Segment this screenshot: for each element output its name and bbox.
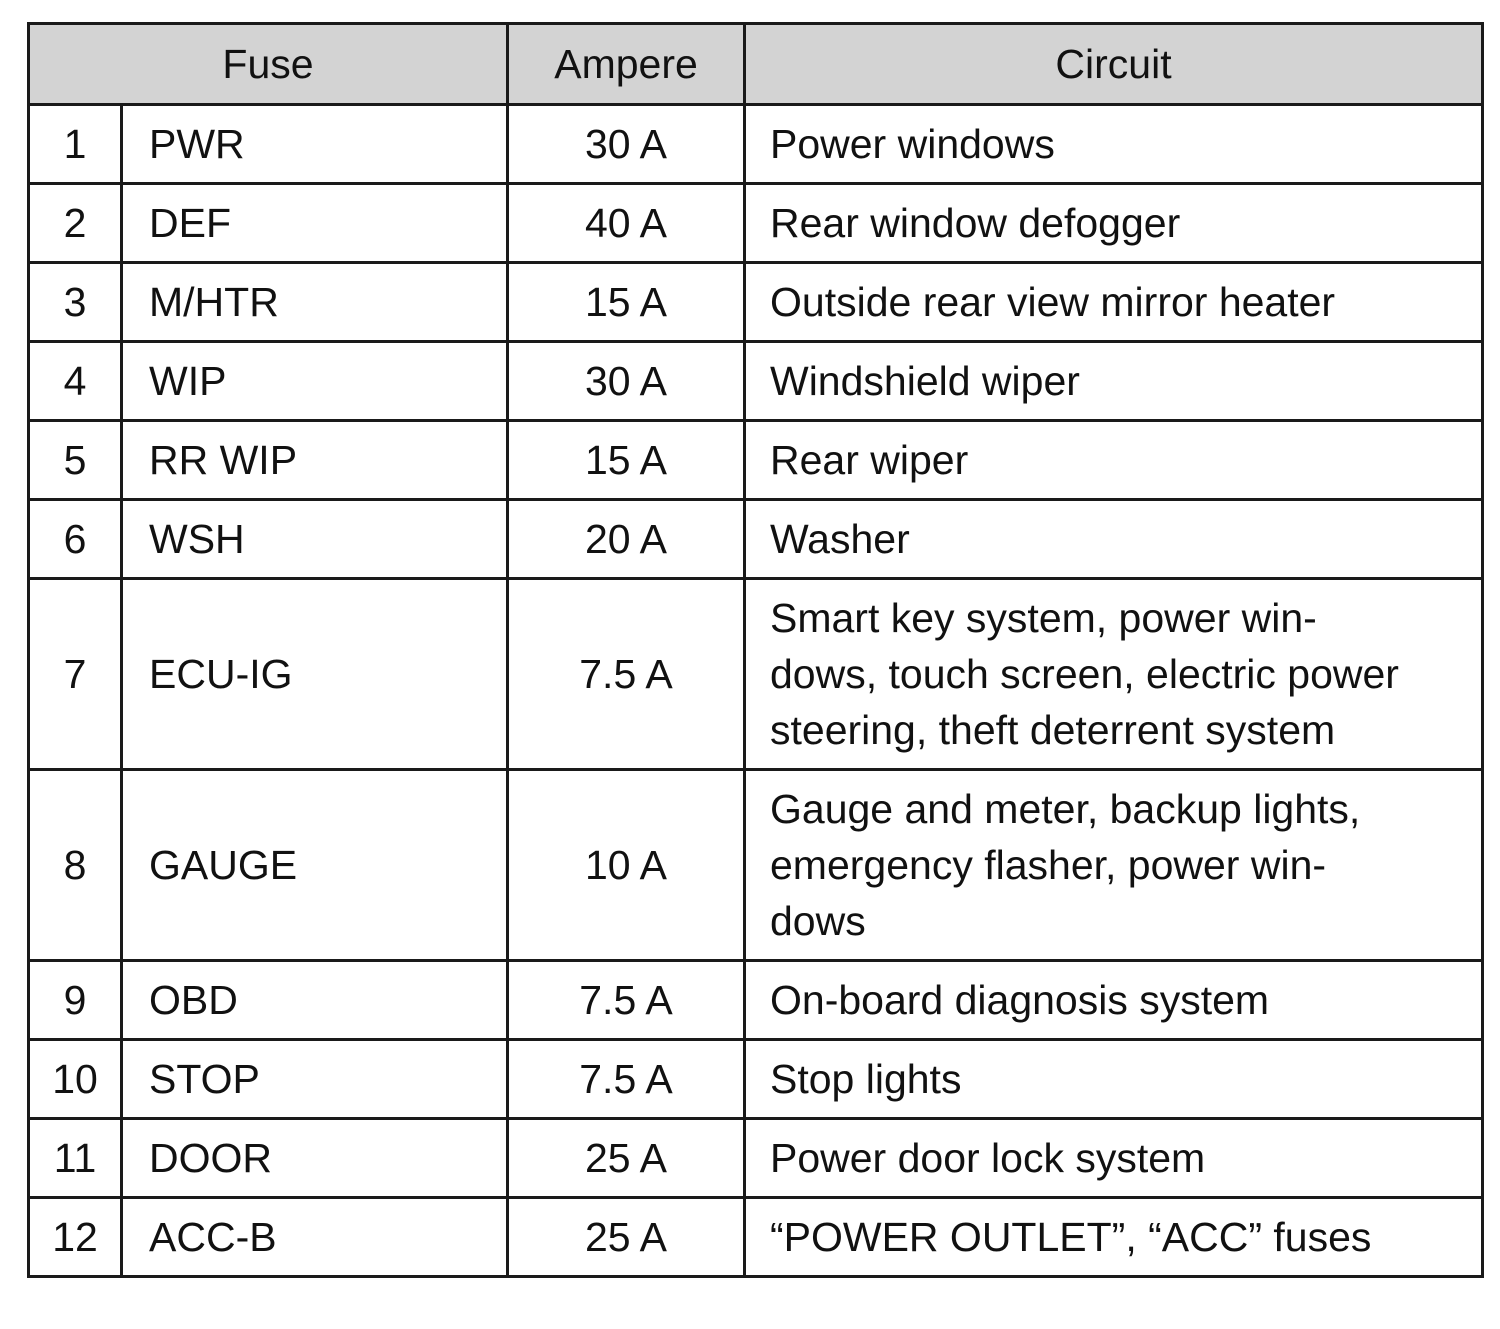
circuit-line: dows — [770, 898, 866, 944]
fuse-ampere: 15 A — [508, 263, 745, 342]
circuit-line: steering, theft deterrent system — [770, 707, 1336, 753]
fuse-name: DOOR — [122, 1119, 508, 1198]
fuse-name: DEF — [122, 184, 508, 263]
fuse-ampere: 30 A — [508, 105, 745, 184]
fuse-name: OBD — [122, 961, 508, 1040]
fuse-number: 10 — [29, 1040, 122, 1119]
table-row — [29, 184, 1483, 263]
fuse-ampere: 25 A — [508, 1119, 745, 1198]
header-fuse: Fuse — [29, 24, 508, 105]
table-row — [29, 961, 1483, 1040]
fuse-ampere: 7.5 A — [508, 1040, 745, 1119]
table-body — [29, 105, 1483, 1277]
fuse-ampere: 40 A — [508, 184, 745, 263]
fuse-name: RR WIP — [122, 421, 508, 500]
fuse-circuit: Outside rear view mirror heater — [745, 263, 1483, 342]
fuse-circuit: Power windows — [745, 105, 1483, 184]
fuse-name: ECU-IG — [122, 579, 508, 770]
fuse-circuit: On-board diagnosis system — [745, 961, 1483, 1040]
header-ampere: Ampere — [508, 24, 745, 105]
fuse-circuit — [745, 770, 1483, 961]
fuse-ampere: 20 A — [508, 500, 745, 579]
fuse-name: GAUGE — [122, 770, 508, 961]
table-row — [29, 263, 1483, 342]
circuit-line: Smart key system, power win- — [770, 595, 1317, 641]
fuse-number: 9 — [29, 961, 122, 1040]
circuit-line: Gauge and meter, backup lights, — [770, 786, 1361, 832]
table-row — [29, 579, 1483, 770]
fuse-circuit — [745, 579, 1483, 770]
fuse-name: PWR — [122, 105, 508, 184]
table-row — [29, 105, 1483, 184]
fuse-ampere: 7.5 A — [508, 579, 745, 770]
circuit-line: emergency flasher, power win- — [770, 842, 1327, 888]
fuse-ampere: 30 A — [508, 342, 745, 421]
fuse-ampere: 10 A — [508, 770, 745, 961]
header-row — [29, 24, 1483, 105]
table-row — [29, 770, 1483, 961]
fuse-ampere: 15 A — [508, 421, 745, 500]
table-row — [29, 1119, 1483, 1198]
fuse-number: 3 — [29, 263, 122, 342]
fuse-circuit: Washer — [745, 500, 1483, 579]
fuse-circuit: Windshield wiper — [745, 342, 1483, 421]
fuse-ampere: 7.5 A — [508, 961, 745, 1040]
fuse-name: STOP — [122, 1040, 508, 1119]
fuse-circuit: Rear window defogger — [745, 184, 1483, 263]
fuse-ampere: 25 A — [508, 1198, 745, 1277]
fuse-number: 6 — [29, 500, 122, 579]
fuse-name: WIP — [122, 342, 508, 421]
fuse-name: ACC-B — [122, 1198, 508, 1277]
fuse-number: 8 — [29, 770, 122, 961]
table-row — [29, 421, 1483, 500]
fuse-name: M/HTR — [122, 263, 508, 342]
fuse-number: 1 — [29, 105, 122, 184]
fuse-name: WSH — [122, 500, 508, 579]
table-row — [29, 1198, 1483, 1277]
table-row — [29, 1040, 1483, 1119]
fuse-circuit: Power door lock system — [745, 1119, 1483, 1198]
fuse-circuit: “POWER OUTLET”, “ACC” fuses — [745, 1198, 1483, 1277]
table-row — [29, 500, 1483, 579]
fuse-number: 7 — [29, 579, 122, 770]
fuse-table — [27, 22, 1484, 1278]
fuse-number: 4 — [29, 342, 122, 421]
table-row — [29, 342, 1483, 421]
fuse-number: 12 — [29, 1198, 122, 1277]
circuit-line: dows, touch screen, electric power — [770, 651, 1399, 697]
fuse-number: 11 — [29, 1119, 122, 1198]
fuse-circuit: Stop lights — [745, 1040, 1483, 1119]
fuse-circuit: Rear wiper — [745, 421, 1483, 500]
fuse-number: 5 — [29, 421, 122, 500]
fuse-number: 2 — [29, 184, 122, 263]
header-circuit: Circuit — [745, 24, 1483, 105]
